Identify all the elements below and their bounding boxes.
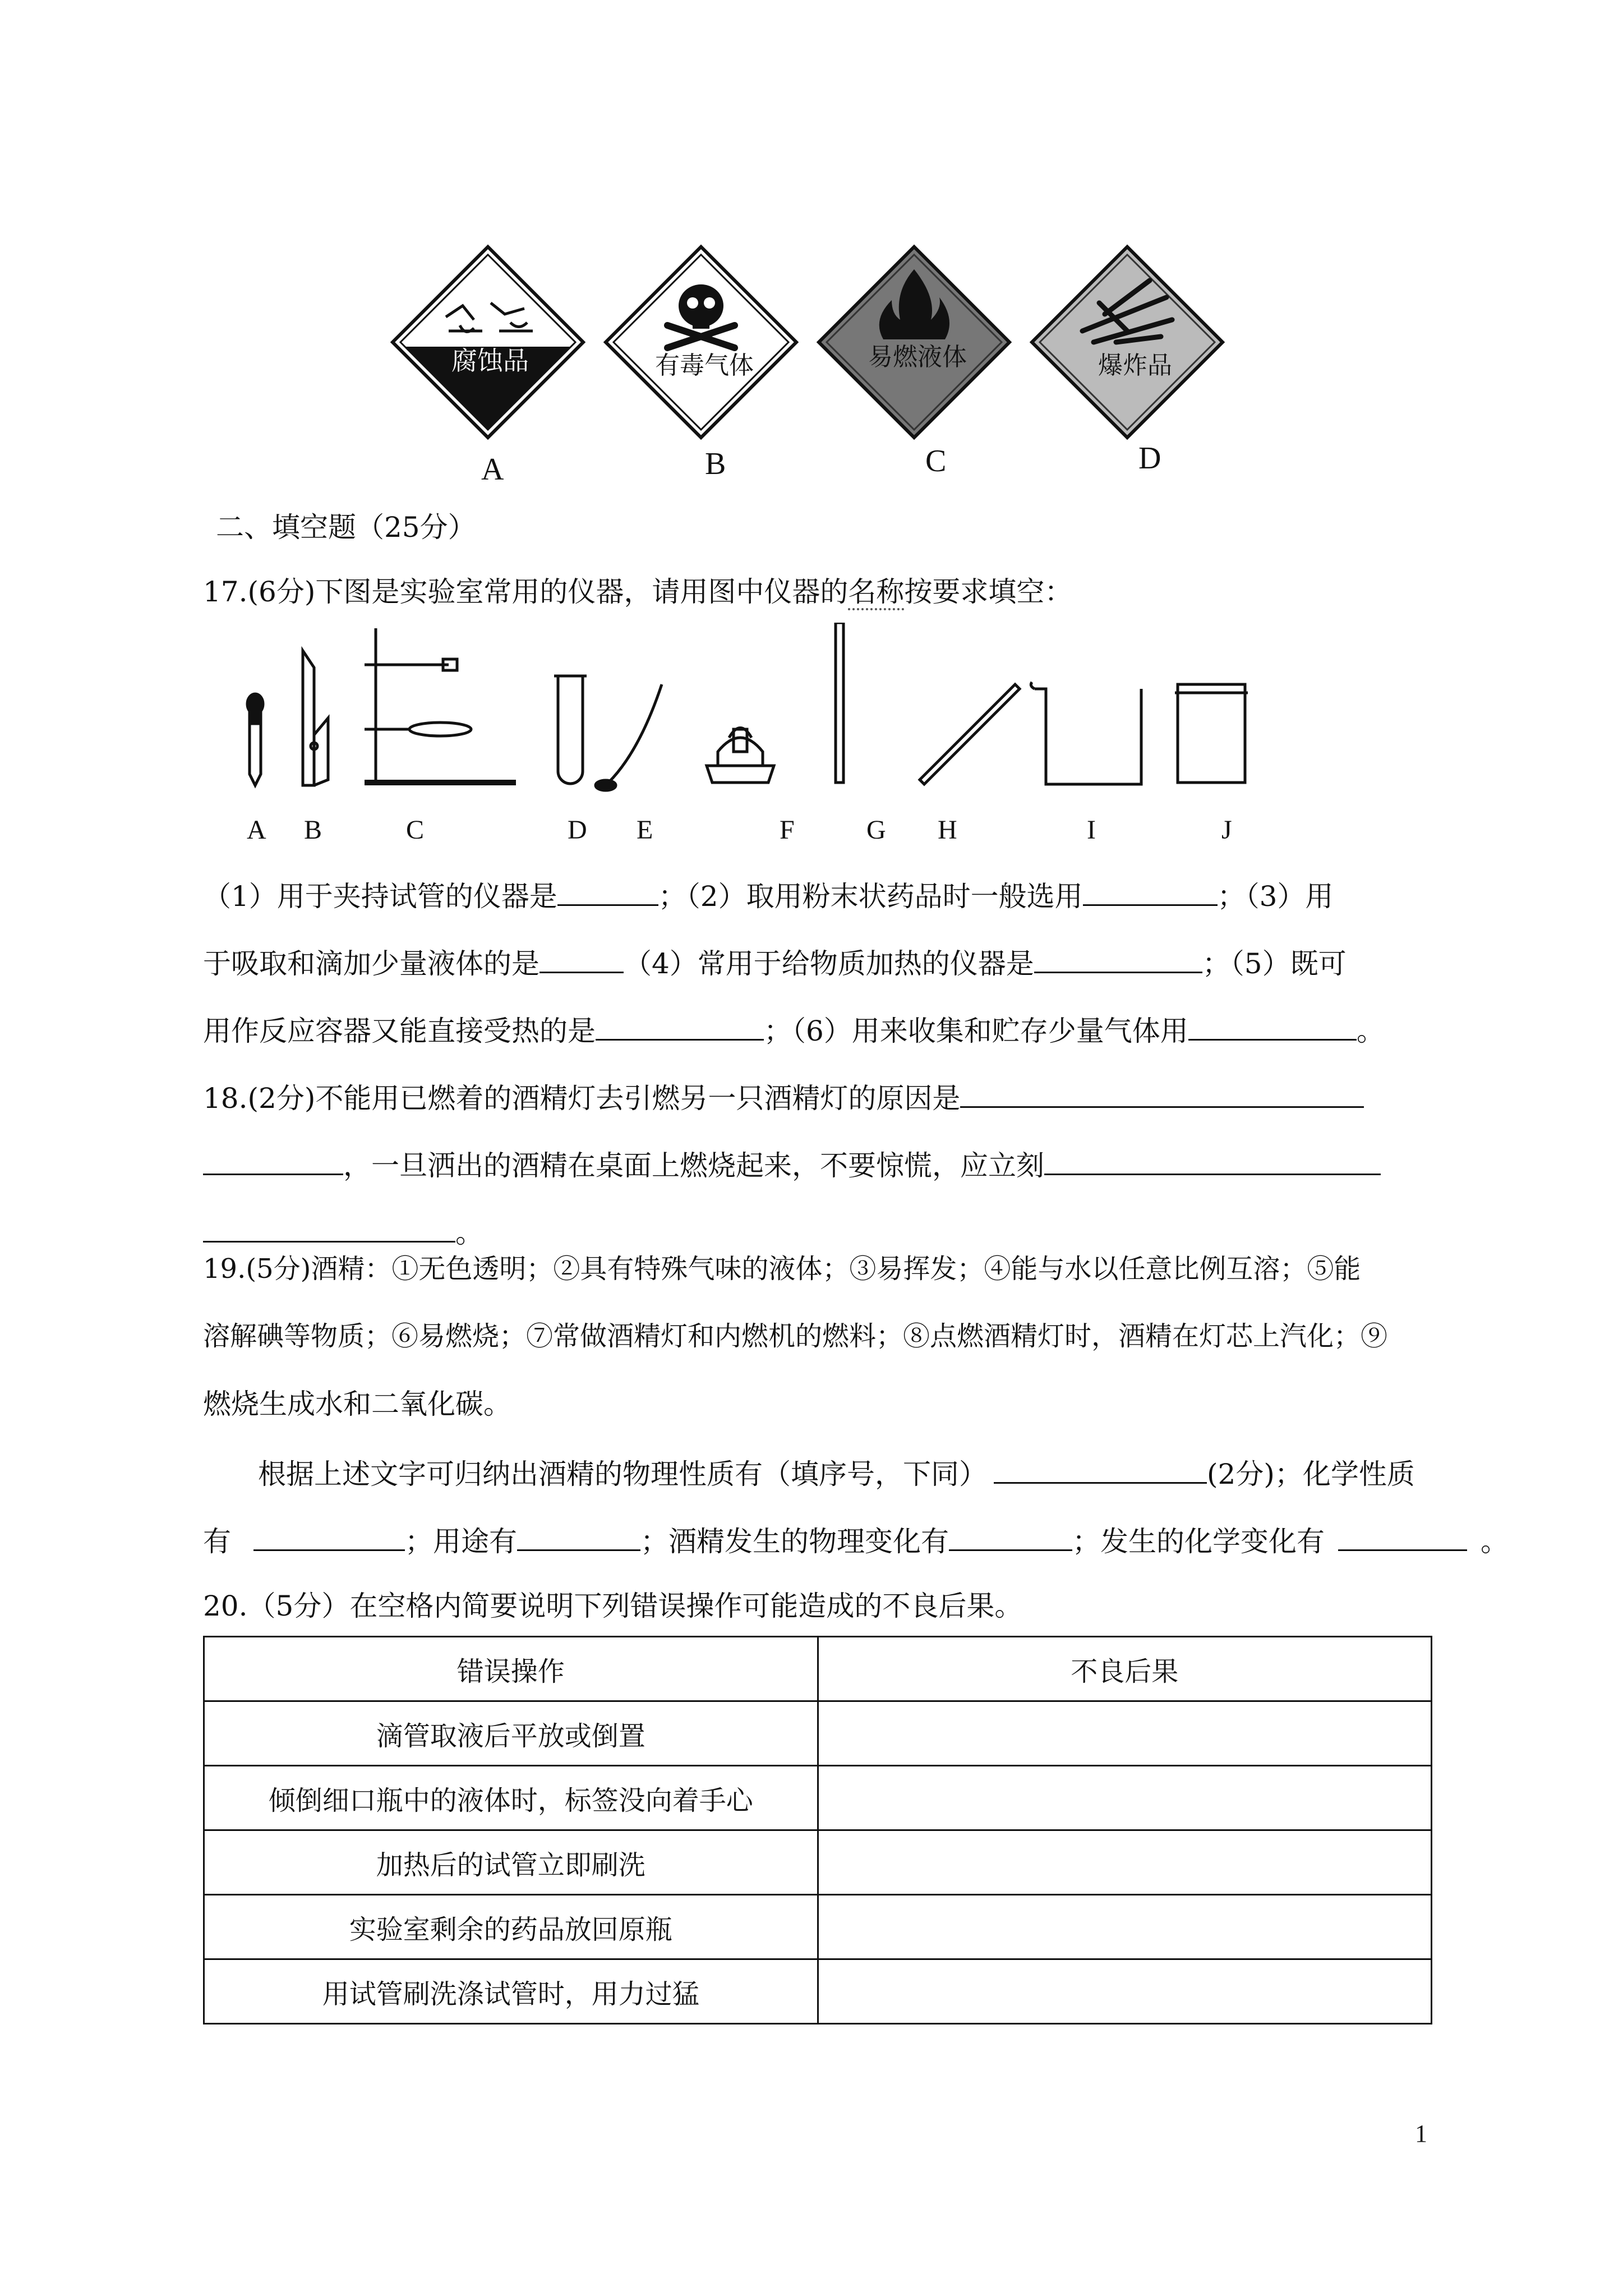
q18-text-2: ，一旦洒出的酒精在桌面上燃烧起来，不要惊慌，应立刻 bbox=[343, 1149, 1044, 1182]
answer-blank[interactable] bbox=[253, 1525, 405, 1551]
gas-collecting-bottle-icon bbox=[1175, 684, 1248, 783]
sign-c-label: 易燃液体 bbox=[868, 343, 967, 371]
q19-text-5d: ；发生的化学变化有 bbox=[1072, 1525, 1325, 1558]
q19-line-4 bbox=[258, 1457, 1415, 1488]
q18-line-2 bbox=[203, 1149, 1381, 1180]
medicine-spoon-icon bbox=[596, 684, 662, 790]
answer-blank[interactable] bbox=[1188, 1014, 1357, 1041]
instrument-letter-d: D bbox=[568, 815, 587, 845]
answer-blank[interactable] bbox=[960, 1082, 1364, 1108]
q19-text-5c: ；酒精发生的物理变化有 bbox=[640, 1525, 949, 1558]
q17-line-3 bbox=[203, 1014, 1385, 1045]
table-header-row bbox=[204, 1637, 1432, 1701]
answer-blank[interactable] bbox=[557, 880, 658, 906]
answer-blank[interactable] bbox=[540, 947, 624, 973]
table-row bbox=[204, 1766, 1432, 1830]
q19-text-5a: 有 bbox=[203, 1525, 231, 1558]
q19-line-1: 19.(5分)酒精：①无色透明；②具有特殊气味的液体；③易挥发；④能与水以任意比例互溶；⑤能 bbox=[203, 1253, 1361, 1285]
q19-text-5b: ；用途有 bbox=[405, 1525, 517, 1558]
section-title: 二、填空题（25分） bbox=[216, 511, 476, 544]
operation-cell: 滴管取液后平放或倒置 bbox=[204, 1701, 818, 1766]
alcohol-lamp-icon bbox=[707, 728, 774, 783]
q18-line-1 bbox=[203, 1082, 1364, 1115]
lab-instruments-figure bbox=[224, 623, 1290, 802]
instrument-letter-h: H bbox=[938, 815, 957, 845]
q19-text-5e: 。 bbox=[1481, 1525, 1509, 1558]
q19-line-2: 溶解碘等物质；⑥易燃烧；⑦常做酒精灯和内燃机的燃料；⑧点燃酒精灯时，酒精在灯芯上汽化；⑨ bbox=[203, 1320, 1388, 1352]
q17-part-3: ；（3）用 bbox=[1217, 880, 1334, 913]
instrument-letter-f: F bbox=[780, 815, 795, 845]
answer-blank[interactable] bbox=[517, 1525, 640, 1551]
instrument-letter-e: E bbox=[637, 815, 653, 845]
consequence-cell[interactable] bbox=[818, 1830, 1432, 1895]
dropper-icon bbox=[247, 694, 263, 785]
answer-blank[interactable] bbox=[1083, 880, 1218, 906]
header-error-operation: 错误操作 bbox=[204, 1637, 818, 1701]
consequence-cell[interactable] bbox=[818, 1701, 1432, 1766]
q20-stem: 20.（5分）在空格内简要说明下列错误操作可能造成的不良后果。 bbox=[203, 1590, 1023, 1622]
q18-line-3 bbox=[203, 1216, 483, 1247]
q17-stem-before: 17.(6分)下图是实验室常用的仪器，请用图中仪器的 bbox=[203, 576, 849, 608]
q19-text-4b: (2分)；化学性质 bbox=[1207, 1458, 1415, 1490]
q17-part-1: （1）用于夹持试管的仪器是 bbox=[203, 880, 557, 913]
table-row bbox=[204, 1830, 1432, 1895]
sign-a-label: 腐蚀品 bbox=[451, 346, 529, 376]
sign-c-letter: C bbox=[925, 444, 947, 478]
test-tube-icon bbox=[554, 676, 587, 784]
answer-blank[interactable] bbox=[949, 1525, 1072, 1551]
error-consequence-table bbox=[203, 1636, 1432, 2024]
q18-text-3: 。 bbox=[455, 1217, 483, 1249]
answer-blank[interactable] bbox=[1034, 947, 1202, 973]
instrument-letter-c: C bbox=[406, 815, 425, 845]
answer-blank[interactable] bbox=[203, 1149, 343, 1175]
operation-cell: 加热后的试管立即刷洗 bbox=[204, 1830, 818, 1895]
q19-text-4a: 根据上述文字可归纳出酒精的物理性质有（填序号，下同） bbox=[258, 1458, 987, 1490]
instrument-letter-g: G bbox=[866, 815, 886, 845]
table-row bbox=[204, 1959, 1432, 2024]
q17-line-2 bbox=[203, 947, 1347, 978]
sign-a-letter: A bbox=[481, 452, 504, 487]
q17-part-9: 。 bbox=[1356, 1015, 1385, 1047]
flammable-liquid-sign bbox=[819, 247, 1009, 438]
iron-stand-icon bbox=[365, 628, 516, 783]
consequence-cell[interactable] bbox=[818, 1959, 1432, 2024]
consequence-cell[interactable] bbox=[818, 1766, 1432, 1830]
answer-blank[interactable] bbox=[596, 1014, 764, 1041]
test-tube-holder-icon bbox=[303, 651, 328, 785]
table-row bbox=[204, 1895, 1432, 1959]
instrument-letter-a: A bbox=[247, 815, 266, 845]
sign-b-label: 有毒气体 bbox=[655, 351, 754, 380]
sign-d-label: 爆炸品 bbox=[1098, 351, 1172, 380]
toxic-gas-sign bbox=[606, 247, 796, 438]
glass-rod-icon bbox=[836, 623, 843, 783]
explosive-sign bbox=[1032, 247, 1223, 438]
operation-cell: 倾倒细口瓶中的液体时，标签没向着手心 bbox=[204, 1766, 818, 1830]
sign-b-letter: B bbox=[705, 447, 726, 481]
operation-cell: 用试管刷洗涤试管时，用力过猛 bbox=[204, 1959, 818, 2024]
table-row bbox=[204, 1701, 1432, 1766]
q19-line-3: 燃烧生成水和二氧化碳。 bbox=[203, 1388, 511, 1420]
q17-part-5: （4）常用于给物质加热的仪器是 bbox=[624, 947, 1034, 980]
q17-line-1 bbox=[203, 880, 1334, 913]
q17-stem bbox=[203, 578, 1072, 606]
q17-part-7: 用作反应容器又能直接受热的是 bbox=[203, 1015, 596, 1047]
q17-part-2: ；（2）取用粉末状药品时一般选用 bbox=[658, 880, 1083, 913]
instrument-letter-b: B bbox=[304, 815, 322, 845]
instrument-letter-j: J bbox=[1221, 815, 1232, 845]
q19-line-5 bbox=[203, 1525, 1509, 1556]
beaker-icon bbox=[1031, 682, 1141, 784]
q17-stem-after: 按要求填空： bbox=[904, 576, 1073, 608]
q17-part-6: ；（5）既可 bbox=[1202, 947, 1347, 980]
sign-d-letter: D bbox=[1138, 441, 1161, 476]
q17-part-8: ；（6）用来收集和贮存少量气体用 bbox=[764, 1015, 1188, 1047]
answer-blank[interactable] bbox=[203, 1216, 455, 1243]
tweezers-icon bbox=[920, 684, 1020, 784]
q17-part-4: 于吸取和滴加少量液体的是 bbox=[203, 947, 540, 980]
answer-blank[interactable] bbox=[994, 1457, 1207, 1484]
answer-blank[interactable] bbox=[1044, 1149, 1381, 1175]
q17-stem-dotted: 名称 bbox=[848, 576, 904, 610]
instrument-letter-i: I bbox=[1087, 815, 1096, 845]
corrosive-sign bbox=[393, 247, 583, 438]
consequence-cell[interactable] bbox=[818, 1895, 1432, 1959]
page-number: 1 bbox=[1415, 2120, 1427, 2147]
header-consequence: 不良后果 bbox=[818, 1637, 1432, 1701]
q18-text-1: 18.(2分)不能用已燃着的酒精灯去引燃另一只酒精灯的原因是 bbox=[203, 1082, 961, 1115]
operation-cell: 实验室剩余的药品放回原瓶 bbox=[204, 1895, 818, 1959]
answer-blank[interactable] bbox=[1338, 1525, 1467, 1551]
